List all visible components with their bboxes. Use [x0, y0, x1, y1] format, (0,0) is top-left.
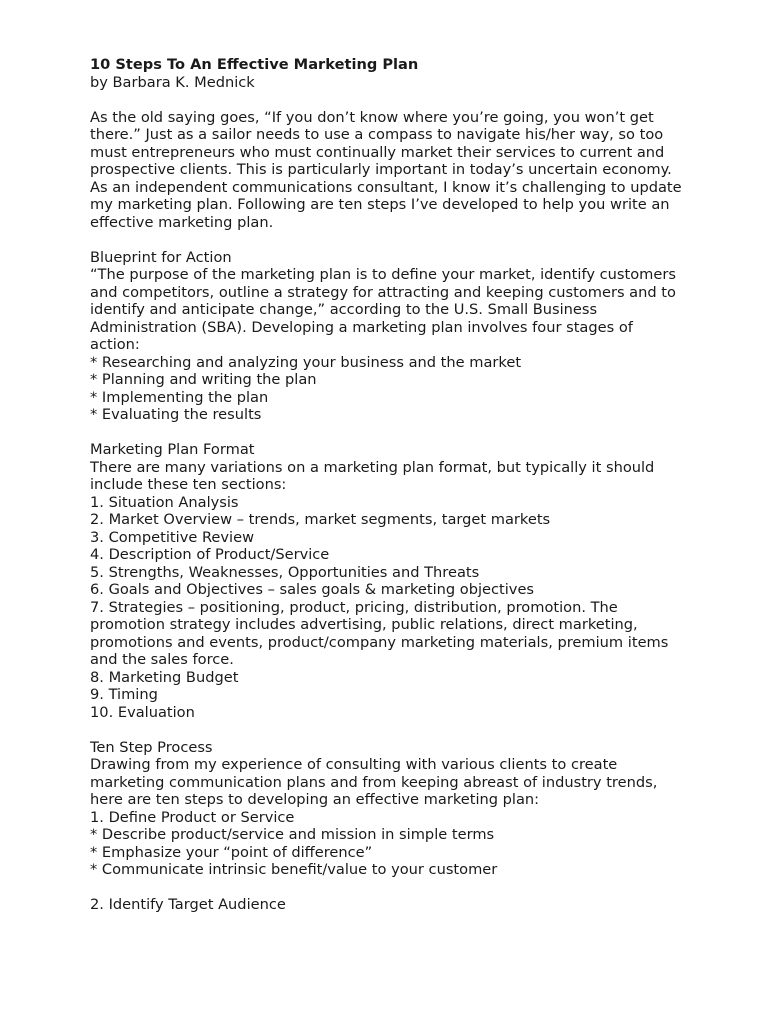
document-page — [90, 56, 730, 914]
list-item: 6. Goals and Objectives – sales goals & marketing objectives — [90, 581, 535, 598]
section-line: and competitors, outline a strategy for attracting and keeping customers and to — [90, 283, 676, 301]
intro-line: effective marketing plan. — [90, 213, 274, 231]
list-item: 4. Description of Product/Service — [90, 546, 330, 563]
intro-paragraph — [90, 109, 730, 232]
list-item: 8. Marketing Budget — [90, 668, 239, 686]
step-heading: 2. Identify Target Audience — [90, 896, 286, 913]
intro-line: As an independent communications consultant, I know it’s challenging to update — [90, 178, 682, 196]
list-item: and the sales force. — [90, 651, 234, 668]
blueprint-section — [90, 249, 730, 424]
list-item: * Describe product/service and mission in simple terms — [90, 826, 495, 843]
section-heading: Marketing Plan Format — [90, 441, 255, 458]
section-line: include these ten sections: — [90, 476, 287, 493]
list-item: 7. Strategies – positioning, product, pricing, distribution, promotion. The — [90, 598, 618, 616]
list-item: * Communicate intrinsic benefit/value to your customer — [90, 861, 498, 878]
section-line: here are ten steps to developing an effective marketing plan: — [90, 791, 540, 808]
intro-line: my marketing plan. Following are ten steps I’ve developed to help you write an — [90, 196, 670, 213]
section-line: “The purpose of the marketing plan is to define your market, identify customers — [90, 266, 676, 283]
section-line: identify and anticipate change,” according to the U.S. Small Business — [90, 301, 598, 318]
section-line: Drawing from my experience of consulting with various clients to create — [90, 756, 618, 773]
section-heading: Blueprint for Action — [90, 248, 232, 266]
list-item: 9. Timing — [90, 686, 158, 703]
list-item: 10. Evaluation — [90, 703, 195, 721]
paragraph-gap — [90, 91, 730, 109]
list-item: 3. Competitive Review — [90, 528, 255, 546]
paragraph-gap — [90, 721, 730, 739]
intro-line: prospective clients. This is particularly important in today’s uncertain economy. — [90, 161, 672, 178]
list-item: promotion strategy includes advertising, public relations, direct marketing, — [90, 616, 638, 633]
document-title: 10 Steps To An Effective Marketing Plan — [90, 56, 419, 73]
list-item: 2. Market Overview – trends, market segments, target markets — [90, 511, 551, 528]
process-section — [90, 739, 730, 879]
document-byline: by Barbara K. Mednick — [90, 73, 255, 91]
list-item: * Emphasize your “point of difference” — [90, 843, 373, 861]
intro-line: there.” Just as a sailor needs to use a compass to navigate his/her way, so too — [90, 126, 664, 143]
paragraph-gap — [90, 424, 730, 442]
section-heading: Ten Step Process — [90, 738, 213, 756]
paragraph-gap — [90, 879, 730, 897]
list-item: 1. Define Product or Service — [90, 808, 295, 826]
section-line: action: — [90, 336, 140, 353]
section-line: marketing communication plans and from keeping abreast of industry trends, — [90, 773, 658, 791]
list-item: * Implementing the plan — [90, 388, 269, 406]
list-item: * Researching and analyzing your business and the market — [90, 353, 522, 371]
list-item: * Evaluating the results — [90, 406, 262, 423]
list-item: * Planning and writing the plan — [90, 371, 317, 388]
format-section — [90, 441, 730, 721]
list-item: 5. Strengths, Weaknesses, Opportunities and Threats — [90, 563, 480, 581]
section-line: Administration (SBA). Developing a marketing plan involves four stages of — [90, 318, 633, 336]
section-line: There are many variations on a marketing plan format, but typically it should — [90, 458, 655, 476]
list-item: 1. Situation Analysis — [90, 493, 239, 511]
intro-line: must entrepreneurs who must continually market their services to current and — [90, 143, 665, 161]
list-item: promotions and events, product/company marketing materials, premium items — [90, 633, 669, 651]
intro-line: As the old saying goes, “If you don’t know where you’re going, you won’t get — [90, 108, 654, 126]
paragraph-gap — [90, 231, 730, 249]
